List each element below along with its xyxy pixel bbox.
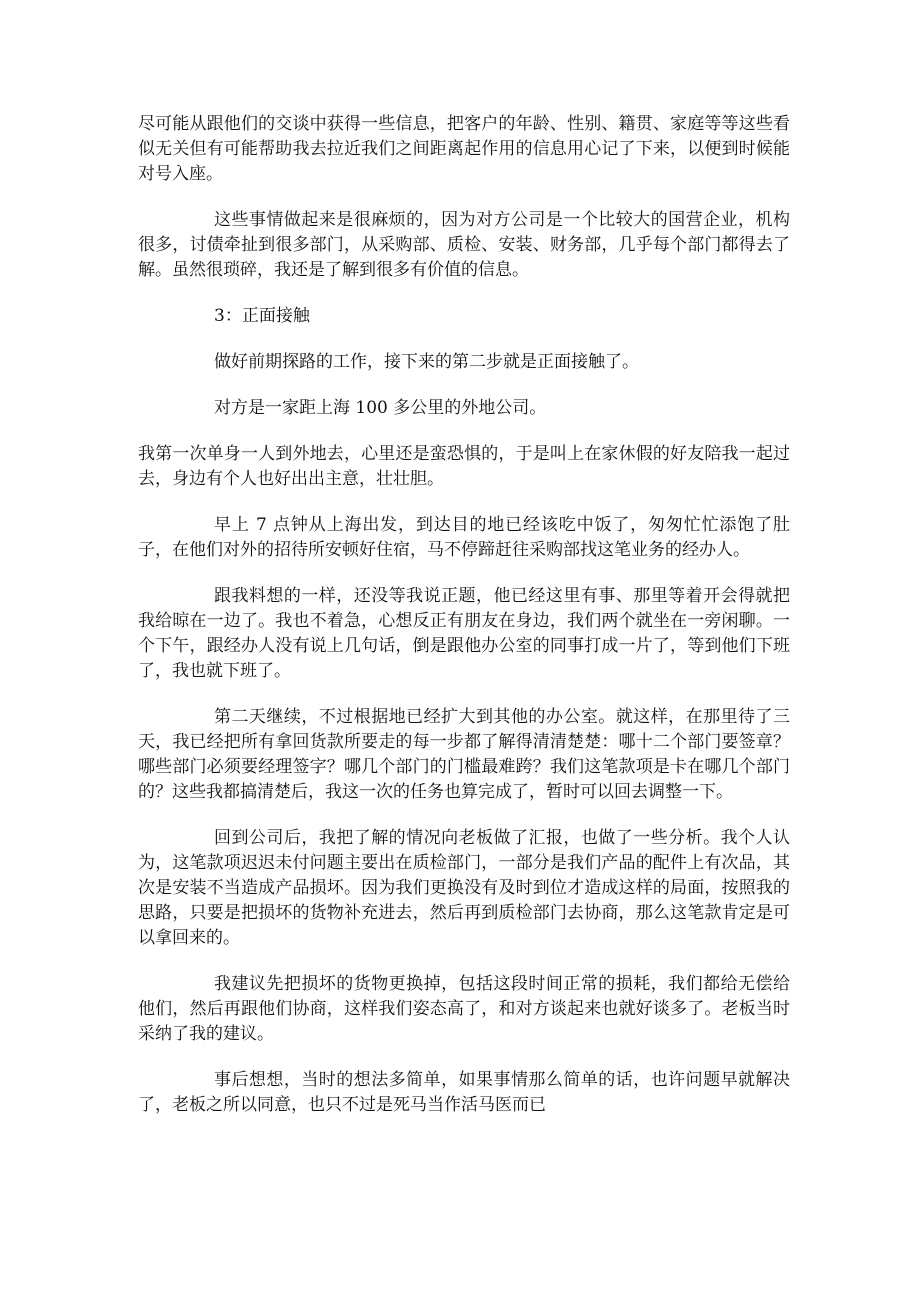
paragraph: 尽可能从跟他们的交谈中获得一些信息，把客户的年龄、性别、籍贯、家庭等等这些看似无关但有可能帮助我去拉近我们之间距离起作用的信息用心记了下来，以便到时候能对号入座。 xyxy=(138,114,790,184)
section-heading: 3：正面接触 xyxy=(214,306,310,326)
paragraph: 第二天继续，不过根据地已经扩大到其他的办公室。就这样，在那里待了三天，我已经把所有拿回货款所要走的每一步都了解得清清楚楚：哪十二个部门要签章？哪些部门必须要经理签字？哪几个部门的门槛最难跨？我们这笔款项是卡在哪几个部门的？这些我都搞清楚后，我这一次的任务也算完成了，暂时可以回去调整一下。 xyxy=(138,707,790,802)
paragraph: 我第一次单身一人到外地去，心里还是蛮恐惧的，于是叫上在家休假的好友陪我一起过去，身边有个人也好出出主意，壮壮胆。 xyxy=(138,444,790,489)
paragraph: 对方是一家距上海 100 多公里的外地公司。 xyxy=(214,398,547,418)
paragraph: 做好前期探路的工作，接下来的第二步就是正面接触了。 xyxy=(214,352,639,372)
paragraph: 回到公司后，我把了解的情况向老板做了汇报，也做了一些分析。我个人认为，这笔款项迟迟未付问题主要出在质检部门，一部分是我们产品的配件上有次品，其次是安装不当造成产品损坏。因为我们更换没有及时到位才造成这样的局面，按照我的思路，只要是把损坏的货物补充进去，然后再到质检部门去协商，那么这笔款肯定是可以拿回来的。 xyxy=(138,828,790,948)
paragraph: 事后想想，当时的想法多简单，如果事情那么简单的话，也许问题早就解决了，老板之所以同意，也只不过是死马当作活马医而已 xyxy=(138,1070,790,1115)
paragraph: 跟我料想的一样，还没等我说正题，他已经这里有事、那里等着开会得就把我给晾在一边了。我也不着急，心想反正有朋友在身边，我们两个就坐在一旁闲聊。一个下午，跟经办人没有说上几句话，倒是跟他办公室的同事打成一片了，等到他们下班了，我也就下班了。 xyxy=(138,586,790,681)
paragraph: 我建议先把损坏的货物更换掉，包括这段时间正常的损耗，我们都给无偿给他们，然后再跟他们协商，这样我们姿态高了，和对方谈起来也就好谈多了。老板当时采纳了我的建议。 xyxy=(138,974,790,1044)
paragraph: 这些事情做起来是很麻烦的，因为对方公司是一个比较大的国营企业，机构很多，讨债牵扯到很多部门，从采购部、质检、安装、财务部，几乎每个部门都得去了解。虽然很琐碎，我还是了解到很多有价值的信息。 xyxy=(138,210,790,280)
paragraph: 早上 7 点钟从上海出发，到达目的地已经该吃中饭了，匆匆忙忙添饱了肚子，在他们对外的招待所安顿好住宿，马不停蹄赶往采购部找这笔业务的经办人。 xyxy=(138,515,790,560)
document-body xyxy=(138,112,790,1118)
